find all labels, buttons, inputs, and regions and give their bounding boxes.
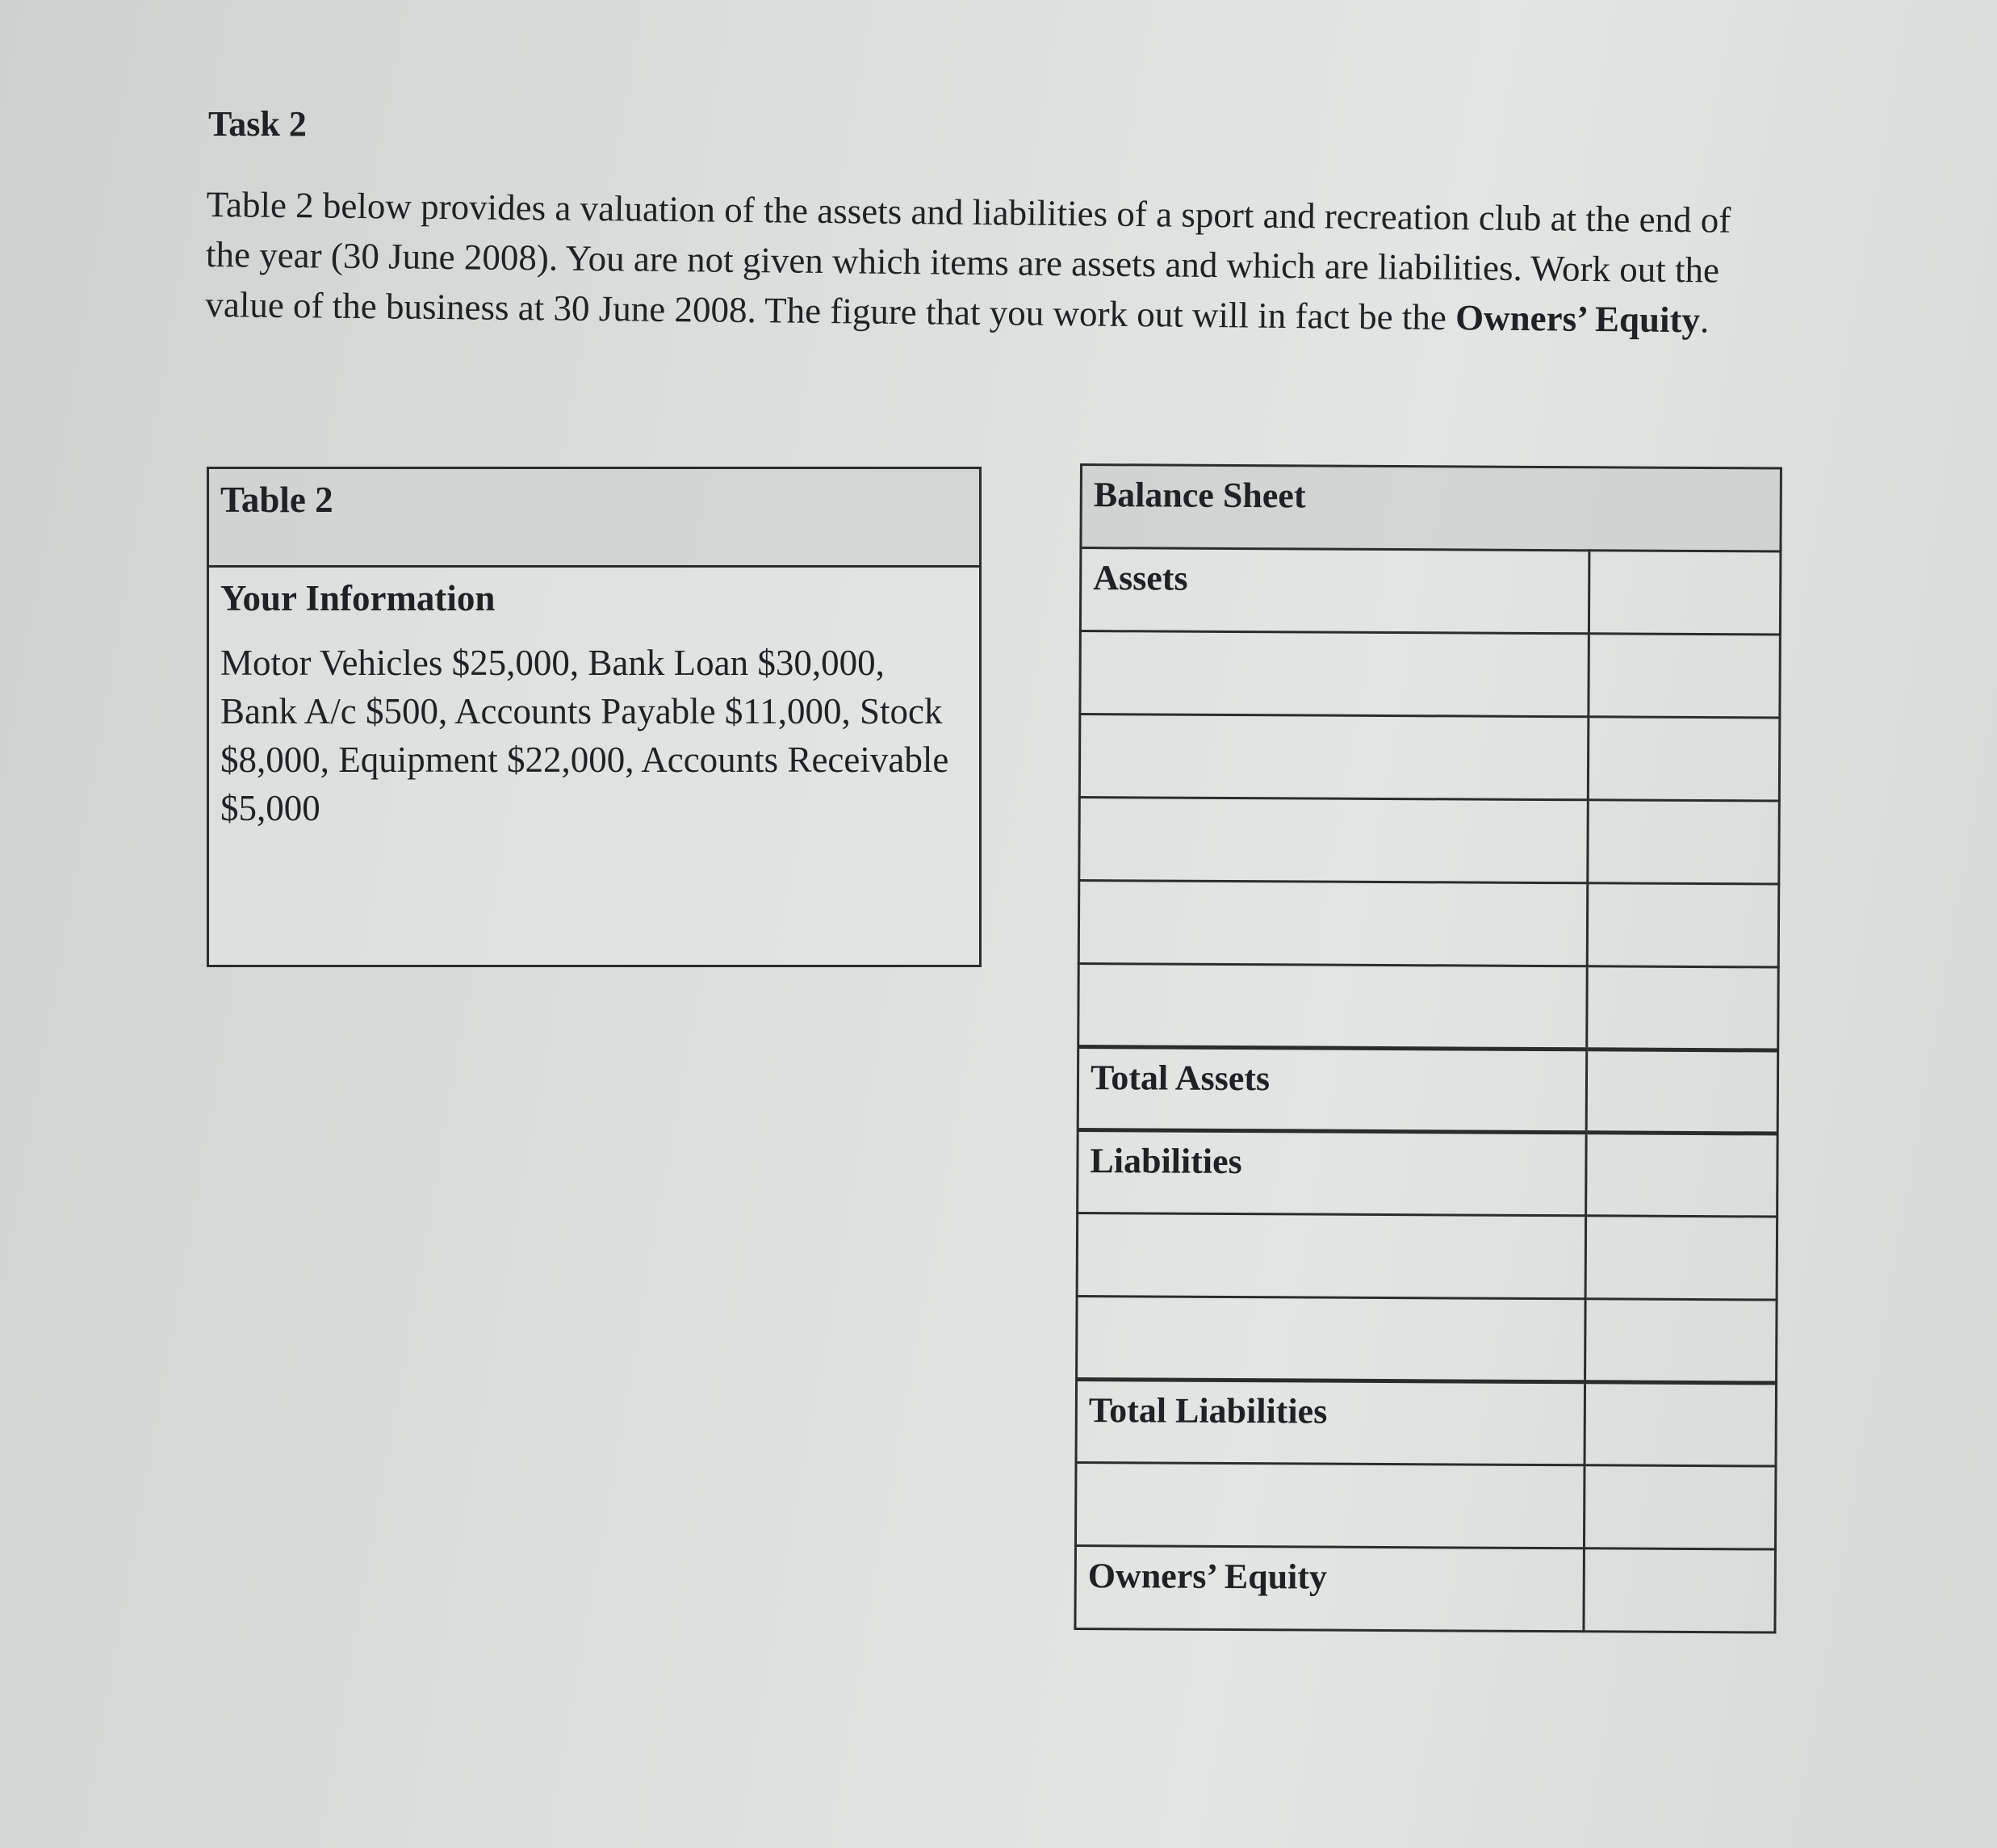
liability-value-cell[interactable] — [1585, 1216, 1777, 1300]
asset-item-cell[interactable] — [1080, 631, 1589, 717]
liability-item-cell[interactable] — [1077, 1213, 1586, 1298]
owners-equity-value-cell[interactable] — [1584, 1548, 1776, 1632]
owners-equity-row — [1075, 1545, 1776, 1632]
asset-row — [1080, 631, 1781, 719]
spacer-row — [1075, 1462, 1776, 1549]
table-2-body — [209, 568, 979, 842]
liability-value-cell[interactable] — [1585, 1299, 1777, 1383]
table-2-title: Table 2 — [220, 480, 333, 520]
owners-equity-label: Owners’ Equity — [1075, 1545, 1585, 1631]
instructions-period: . — [1699, 300, 1710, 341]
asset-row — [1078, 881, 1779, 968]
owners-equity-emphasis: Owners’ Equity — [1455, 297, 1701, 341]
assets-header-row — [1080, 548, 1781, 635]
asset-row — [1079, 798, 1780, 885]
asset-value-cell[interactable] — [1589, 634, 1781, 718]
total-liabilities-label: Total Liabilities — [1076, 1379, 1585, 1465]
balance-sheet-header-row — [1081, 465, 1781, 552]
liability-item-cell[interactable] — [1077, 1296, 1586, 1381]
asset-item-cell[interactable] — [1078, 963, 1588, 1049]
your-information-text: Motor Vehicles $25,000, Bank Loan $30,000, Bank A/c $500, Accounts Payable $11,000, Stock $8,000, Equipment $22,000, Accounts Receivable $5,000 — [220, 643, 949, 828]
total-assets-row — [1078, 1046, 1778, 1134]
table-2-header — [209, 469, 979, 568]
task-title: Task 2 — [208, 104, 307, 144]
asset-value-cell[interactable] — [1588, 717, 1780, 801]
total-liabilities-value-cell[interactable] — [1585, 1382, 1777, 1466]
asset-item-cell[interactable] — [1079, 714, 1589, 800]
liability-row — [1077, 1296, 1777, 1383]
balance-sheet-title: Balance Sheet — [1081, 465, 1781, 552]
assets-label: Assets — [1080, 548, 1589, 634]
instructions-text: Table 2 below provides a valuation of the assets and liabilities of a sport and recreation club at the end of the year (30 June 2008). You are not given which items are assets and which are liabilities. Work out the value of the business at 30 June 2008. The figure that you work out will in fact be the — [205, 183, 1731, 338]
liabilities-label: Liabilities — [1078, 1129, 1587, 1215]
asset-value-cell[interactable] — [1588, 800, 1780, 884]
liabilities-value-cell[interactable] — [1586, 1133, 1778, 1217]
task-instructions — [205, 179, 1781, 346]
total-assets-value-cell[interactable] — [1586, 1050, 1778, 1134]
total-liabilities-row — [1076, 1379, 1777, 1466]
total-assets-label: Total Assets — [1078, 1046, 1587, 1132]
asset-value-cell[interactable] — [1587, 883, 1779, 967]
asset-row — [1079, 714, 1780, 802]
asset-item-cell[interactable] — [1079, 798, 1589, 883]
liability-row — [1077, 1213, 1777, 1300]
blank-cell[interactable] — [1075, 1462, 1585, 1548]
asset-row — [1078, 963, 1779, 1050]
assets-value-cell[interactable] — [1589, 551, 1781, 635]
table-2 — [207, 467, 982, 967]
liabilities-header-row — [1078, 1129, 1778, 1217]
balance-sheet-table — [1074, 463, 1782, 1634]
asset-value-cell[interactable] — [1587, 966, 1779, 1050]
asset-item-cell[interactable] — [1078, 881, 1588, 966]
your-information-label: Your Information — [220, 578, 496, 618]
blank-value-cell[interactable] — [1584, 1465, 1776, 1549]
